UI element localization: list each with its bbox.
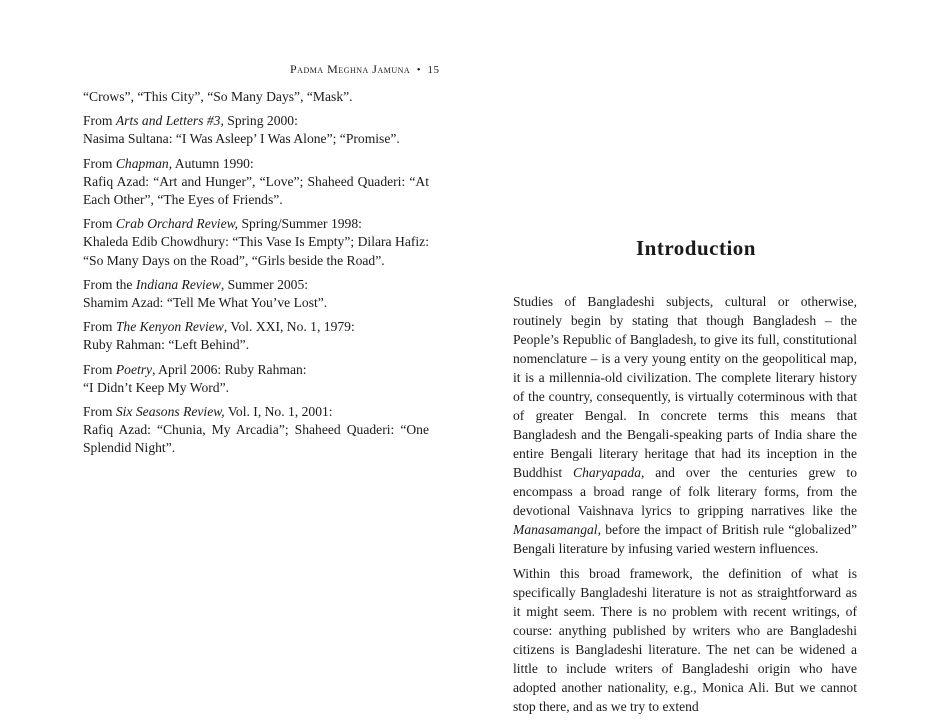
acknowledgement-text: From [83, 216, 116, 232]
acknowledgement-line [83, 421, 429, 457]
publication-title: Chapman [115, 155, 169, 171]
publication-title: The Kenyon Review [115, 319, 224, 335]
left-page [0, 0, 470, 728]
acknowledgement-entry [83, 403, 429, 458]
paragraph-text: , and over the centuries grew to encompass a broad range of folk literary forms, from the devotional Vaishnava lyrics to gripping narratives like the [513, 465, 858, 518]
acknowledgement-line [83, 318, 429, 336]
acknowledgement-entry [83, 361, 429, 397]
publication-title: Six Seasons Review, [115, 404, 225, 420]
page-number: 15 [427, 64, 440, 76]
acknowledgement-text: , Vol. XXI, No. 1, 1979: [223, 319, 355, 335]
acknowledgement-text: Khaleda Edib Chowdhury: “This Vase Is Empty”; Dilara Hafiz: “So Many Days on the Road”, “Girls beside the Road”. [83, 234, 429, 268]
running-head-title: Padma Meghna Jamuna [290, 62, 411, 76]
acknowledgement-text: Vol. I, No. 1, 2001: [224, 404, 333, 420]
acknowledgement-text: Ruby Rahman: “Left Behind”. [83, 337, 250, 353]
acknowledgement-text: , Autumn 1990: [168, 155, 254, 171]
acknowledgement-line [83, 112, 429, 130]
publication-title: Arts and Letters #3 [115, 113, 221, 129]
acknowledgement-text: “Crows”, “This City”, “So Many Days”, “Mask”. [83, 89, 353, 104]
acknowledgement-entry [83, 155, 429, 210]
acknowledgement-entry [83, 215, 429, 270]
acknowledgement-text: Rafiq Azad: “Art and Hunger”, “Love”; Shaheed Quaderi: “At Each Other”, “The Eyes of Friends”. [83, 173, 429, 208]
acknowledgements-list [83, 88, 429, 464]
introduction-body [513, 292, 857, 722]
acknowledgement-line [83, 379, 429, 397]
acknowledgement-line [83, 276, 429, 294]
acknowledgement-line [83, 215, 429, 233]
body-paragraph [513, 564, 857, 716]
acknowledgement-text: From [83, 113, 116, 129]
acknowledgement-text: From [83, 361, 116, 377]
acknowledgement-text: From the [83, 276, 136, 292]
publication-title: Crab Orchard Review, [115, 216, 239, 232]
acknowledgement-line [83, 155, 429, 173]
running-head [290, 62, 440, 77]
acknowledgement-line [83, 336, 429, 354]
publication-title: Indiana Review [135, 276, 221, 292]
acknowledgement-line [83, 403, 429, 421]
chapter-heading: Introduction [636, 236, 756, 260]
chapter-heading-block [470, 236, 942, 261]
acknowledgement-text: From [83, 404, 116, 420]
acknowledgement-text: Spring/Summer 1998: [238, 216, 362, 232]
body-paragraph [513, 292, 857, 558]
acknowledgement-text: From [83, 319, 116, 335]
running-head-bullet: • [416, 64, 422, 76]
acknowledgement-entry [83, 88, 429, 106]
acknowledgement-text: Shamim Azad: “Tell Me What You’ve Lost”. [83, 295, 328, 311]
acknowledgement-entry [83, 112, 429, 148]
paragraph-text: Within this broad framework, the definition of what is specifically Bangladeshi literature is not as straightforward as it might seem. There is no problem with recent writings, of course: anything published by writers who are Bangladeshi citizens is Bangladeshi literature. The net can be widened a little to include writers of Bangladeshi origin who have adopted another nationality, e.g., Monica Ali. But we cannot stop there, and as we try to extend [513, 566, 857, 714]
publication-title: Poetry [115, 361, 153, 377]
acknowledgement-text: , Summer 2005: [220, 276, 309, 292]
paragraph-text: , before the impact of British rule “globalized” Bengali literature by infusing varied western influences. [513, 522, 857, 556]
paragraph-text: Studies of Bangladeshi subjects, cultural or otherwise, routinely begin by stating that though Bangladesh – the People’s Republic of Bangladesh, to give its full, constitutional nomenclature – is a very young entity on the geopolitical map, it is a millennia-old civilization. The complete literary history of the country, consequently, is virtually coterminous with that of greater Bengal. In concrete terms this means that Bangladesh and the Bengali-speaking parts of India share the entire Bengali literary heritage that had its inception in the Buddhist [513, 294, 857, 480]
acknowledgement-text: Nasima Sultana: “I Was Asleep’ I Was Alone”; “Promise”. [83, 131, 400, 147]
italic-term: Manasamangal [513, 522, 598, 537]
acknowledgement-line [83, 88, 429, 106]
acknowledgement-text: From [83, 155, 116, 171]
acknowledgement-line [83, 130, 429, 148]
italic-term: Charyapada [573, 465, 641, 480]
acknowledgement-line [83, 173, 429, 209]
acknowledgement-line [83, 294, 429, 312]
acknowledgement-text: Rafiq Azad: “Chunia, My Arcadia”; Shaheed Quaderi: “One Splendid Night”. [83, 422, 429, 456]
acknowledgement-entry [83, 318, 429, 354]
acknowledgement-entry [83, 276, 429, 312]
acknowledgement-line [83, 361, 429, 379]
acknowledgement-text: , Spring 2000: [220, 113, 298, 129]
acknowledgement-text: , April 2006: Ruby Rahman: [152, 361, 307, 377]
acknowledgement-text: “I Didn’t Keep My Word”. [83, 379, 230, 395]
acknowledgement-line [83, 233, 429, 269]
